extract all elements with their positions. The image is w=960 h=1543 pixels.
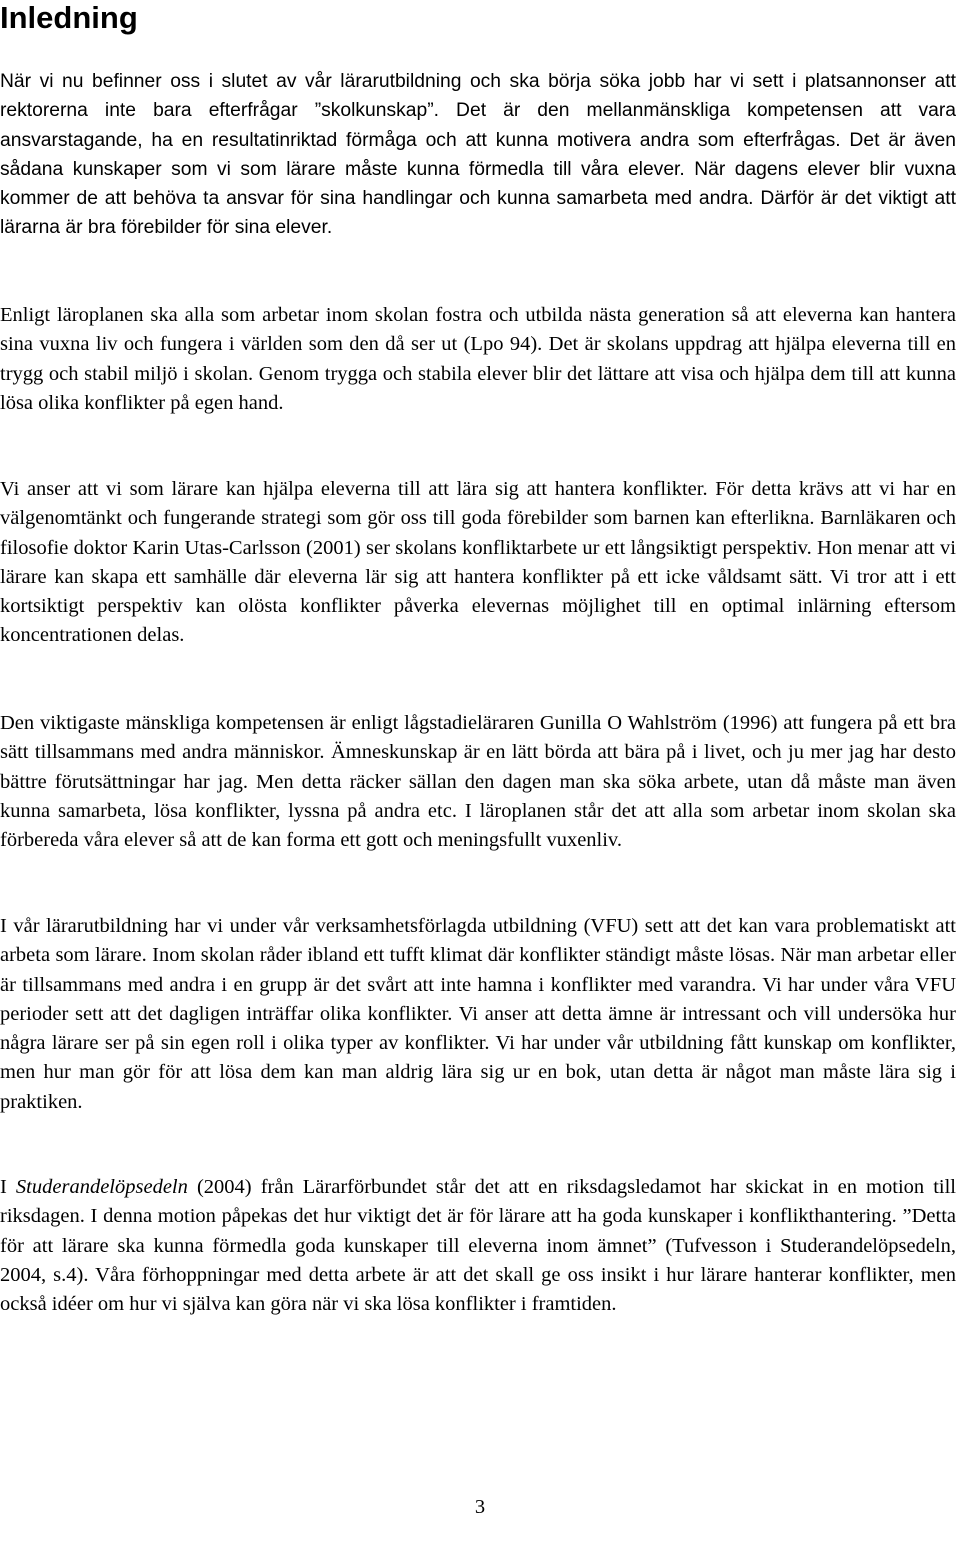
paragraph-6-lead: I	[0, 1176, 16, 1198]
paragraph-5: I vår lärarutbildning har vi under vår verksamhetsförlagda utbildning (VFU) sett att det kan vara problematiskt att arbeta som lärare. Inom skolan råder ibland ett tufft klimat där konflikter ständigt måste lösas. När man arbetar eller är tillsammans med andra i en grupp är det svårt att inte hamna i konflikter med varandra. Vi har under våra VFU perioder sett att det dagligen inträffar olika konflikter. Vi anser att detta ämne är intressant och vill undersöka hur några lärare ser på sin egen roll i olika typer av konflikter. Vi har under vår utbildning fått kunskap om konflikter, men hur man gör för att lösa dem kan man aldrig lära sig ur en bok, utan detta är något man måste lära sig i praktiken.	[0, 915, 956, 1113]
paragraph-4: Den viktigaste mänskliga kompetensen är enligt lågstadieläraren Gunilla O Wahlström (1996) att fungera på ett bra sätt tillsammans med andra människor. Ämneskunskap är en lätt börda att bära på i livet, och ju mer jag har desto bättre förutsättningar har jag. Men detta räcker sällan den dagen man ska söka arbete, utan då måste man även kunna samarbeta, lösa konflikter, lyssna på andra etc. I läroplanen står det att alla som arbetar inom skolan ska förbereda våra elever så att de kan forma ett gott och meningsfullt vuxenliv.	[0, 712, 956, 852]
paragraph-2: Enligt läroplanen ska alla som arbetar inom skolan fostra och utbilda nästa generation så att eleverna kan hantera sina vuxna liv och fungera i världen som den då ser ut (Lpo 94). Det är skolans uppdrag att hjälpa eleverna till en trygg och stabil miljö i skolan. Genom trygga och stabila elever blir det lättare att visa och hjälpa dem till att kunna lösa olika konflikter på egen hand.	[0, 304, 956, 414]
page-number: 3	[474, 1496, 486, 1518]
paragraph-6	[0, 1173, 956, 1319]
publication-title: Studerandelöpsedeln	[15, 1176, 188, 1198]
paragraph-1: När vi nu befinner oss i slutet av vår lärarutbildning och ska börja söka jobb har vi sett i platsannonser att rektorerna inte bara efterfrågar ”skolkunskap”. Det är den mellanmänskliga kompetensen att vara ansvarstagande, ha en resultatinriktad förmåga och att kunna motivera andra som efterfrågas. Det är även sådana kunskaper som vi som lärare måste kunna förmedla till våra elever. När dagens elever blir vuxna kommer de att behöva ta ansvar för sina handlingar och kunna samarbeta med andra. Därför är det viktigt att lärarna är bra förebilder för sina elever.	[0, 71, 956, 239]
paragraph-3: Vi anser att vi som lärare kan hjälpa eleverna till att lära sig att hantera konflikter. För detta krävs att vi har en välgenomtänkt och fungerande strategi som gör oss till goda förebilder som barnen kan efterlikna. Barnläkaren och filosofie doktor Karin Utas-Carlsson (2001) ser skolans konfliktarbete ur ett långsiktigt perspektiv. Hon menar att vi lärare kan skapa ett samhälle där eleverna lär sig att hantera konflikter på ett icke våldsamt sätt. Vi tror att i ett kortsiktigt perspektiv kan olösta konflikter påverka elevernas möjlighet till en optimal inlärning eftersom koncentrationen delas.	[0, 478, 956, 647]
paragraph-6-rest: (2004) från Lärarförbundet står det att en riksdagsledamot har skickat in en motion till riksdagen. I denna motion påpekas det hur viktigt det är för lärare att ha goda kunskaper i konflikthantering. ”Detta för att lärare ska kunna förmedla goda kunskaper till eleverna inom ämnet” (Tufvesson i Studerandelöpsedeln, 2004, s.4). Våra förhoppningar med detta arbete är att det skall ge oss insikt i hur lärare hanterar konflikter, men också idéer om hur vi själva kan göra när vi ska lösa konflikter i framtiden.	[0, 1176, 957, 1316]
section-heading: Inledning	[0, 0, 138, 35]
